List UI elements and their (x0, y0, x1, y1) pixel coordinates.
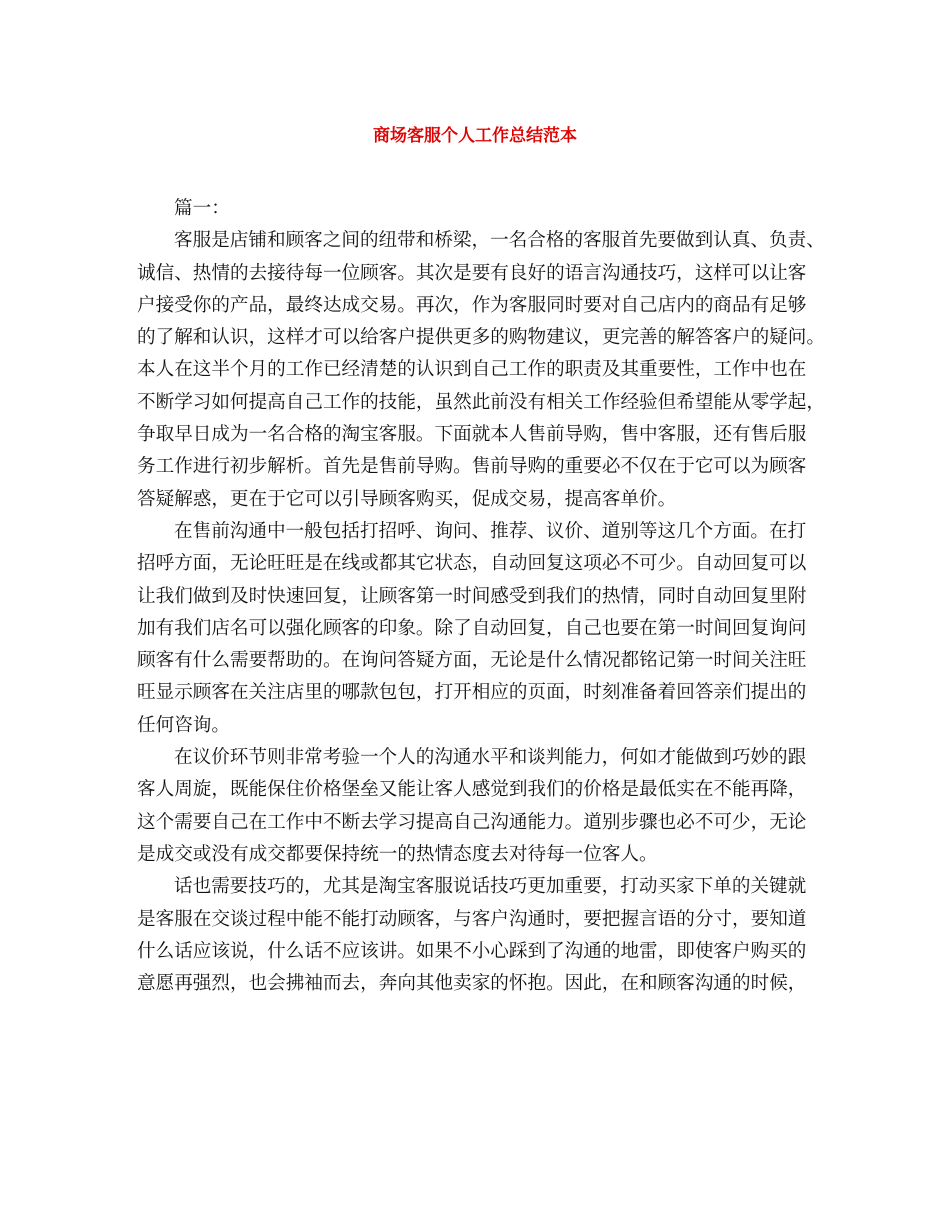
text-line: 这个需要自己在工作中不断去学习提高自己沟通能力。道别步骤也必不可少，无论 (137, 811, 807, 833)
text-line: 本人在这半个月的工作已经清楚的认识到自己工作的职责及其重要性，工作中也在 (137, 359, 807, 381)
text-line: 在售前沟通中一般包括打招呼、询问、推荐、议价、道别等这几个方面。在打 (174, 520, 807, 542)
text-line: 诚信、热情的去接待每一位顾客。其次是要有良好的语言沟通技巧，这样可以让客 (137, 262, 807, 284)
text-line: 顾客有什么需要帮助的。在询问答疑方面，无论是什么情况都铭记第一时间关注旺 (137, 650, 807, 672)
text-line: 客人周旋，既能保住价格堡垒又能让客人感觉到我们的价格是最低实在不能再降， (137, 779, 807, 801)
text-line: 的了解和认识，这样才可以给客户提供更多的购物建议，更完善的解答客户的疑问。 (137, 327, 825, 349)
text-line: 意愿再强烈，也会拂袖而去，奔向其他卖家的怀抱。因此，在和顾客沟通的时候， (137, 973, 807, 995)
text-line: 在议价环节则非常考验一个人的沟通水平和谈判能力，何如才能做到巧妙的跟 (174, 747, 807, 769)
text-line: 是成交或没有成交都要保持统一的热情态度去对待每一位客人。 (137, 843, 658, 865)
text-line: 户接受你的产品，最终达成交易。再次，作为客服同时要对自己店内的商品有足够 (137, 294, 807, 316)
text-line: 不断学习如何提高自己工作的技能，虽然此前没有相关工作经验但希望能从零学起， (137, 391, 825, 413)
text-line: 争取早日成为一名合格的淘宝客服。下面就本人售前导购，售中客服，还有售后服 (137, 424, 807, 446)
text-line: 篇一： (174, 198, 230, 219)
text-line: 招呼方面，无论旺旺是在线或都其它状态，自动回复这项必不可少。自动回复可以 (137, 553, 807, 575)
text-line: 答疑解惑，更在于它可以引导顾客购买，促成交易，提高客单价。 (137, 488, 677, 510)
text-line: 什么话应该说，什么话不应该讲。如果不小心踩到了沟通的地雷，即使客户购买的 (137, 940, 807, 962)
text-line: 加有我们店名可以强化顾客的印象。除了自动回复，自己也要在第一时间回复询问 (137, 617, 807, 639)
text-line: 务工作进行初步解析。首先是售前导购。售前导购的重要必不仅在于它可以为顾客 (137, 456, 807, 478)
document-title: 商场客服个人工作总结范本 (373, 126, 577, 146)
text-line: 话也需要技巧的，尤其是淘宝客服说话技巧更加重要，打动买家下单的关键就 (174, 876, 807, 898)
text-line: 是客服在交谈过程中能不能打动顾客，与客户沟通时，要把握言语的分寸，要知道 (137, 908, 807, 930)
text-line: 让我们做到及时快速回复，让顾客第一时间感受到我们的热情，同时自动回复里附 (137, 585, 807, 607)
text-line: 任何咨询。 (137, 714, 230, 736)
text-line: 客服是店铺和顾客之间的纽带和桥梁，一名合格的客服首先要做到认真、负责、 (174, 230, 825, 252)
document-body (137, 193, 825, 1000)
text-line: 旺显示顾客在关注店里的哪款包包，打开相应的页面，时刻准备着回答亲们提出的 (137, 682, 807, 704)
